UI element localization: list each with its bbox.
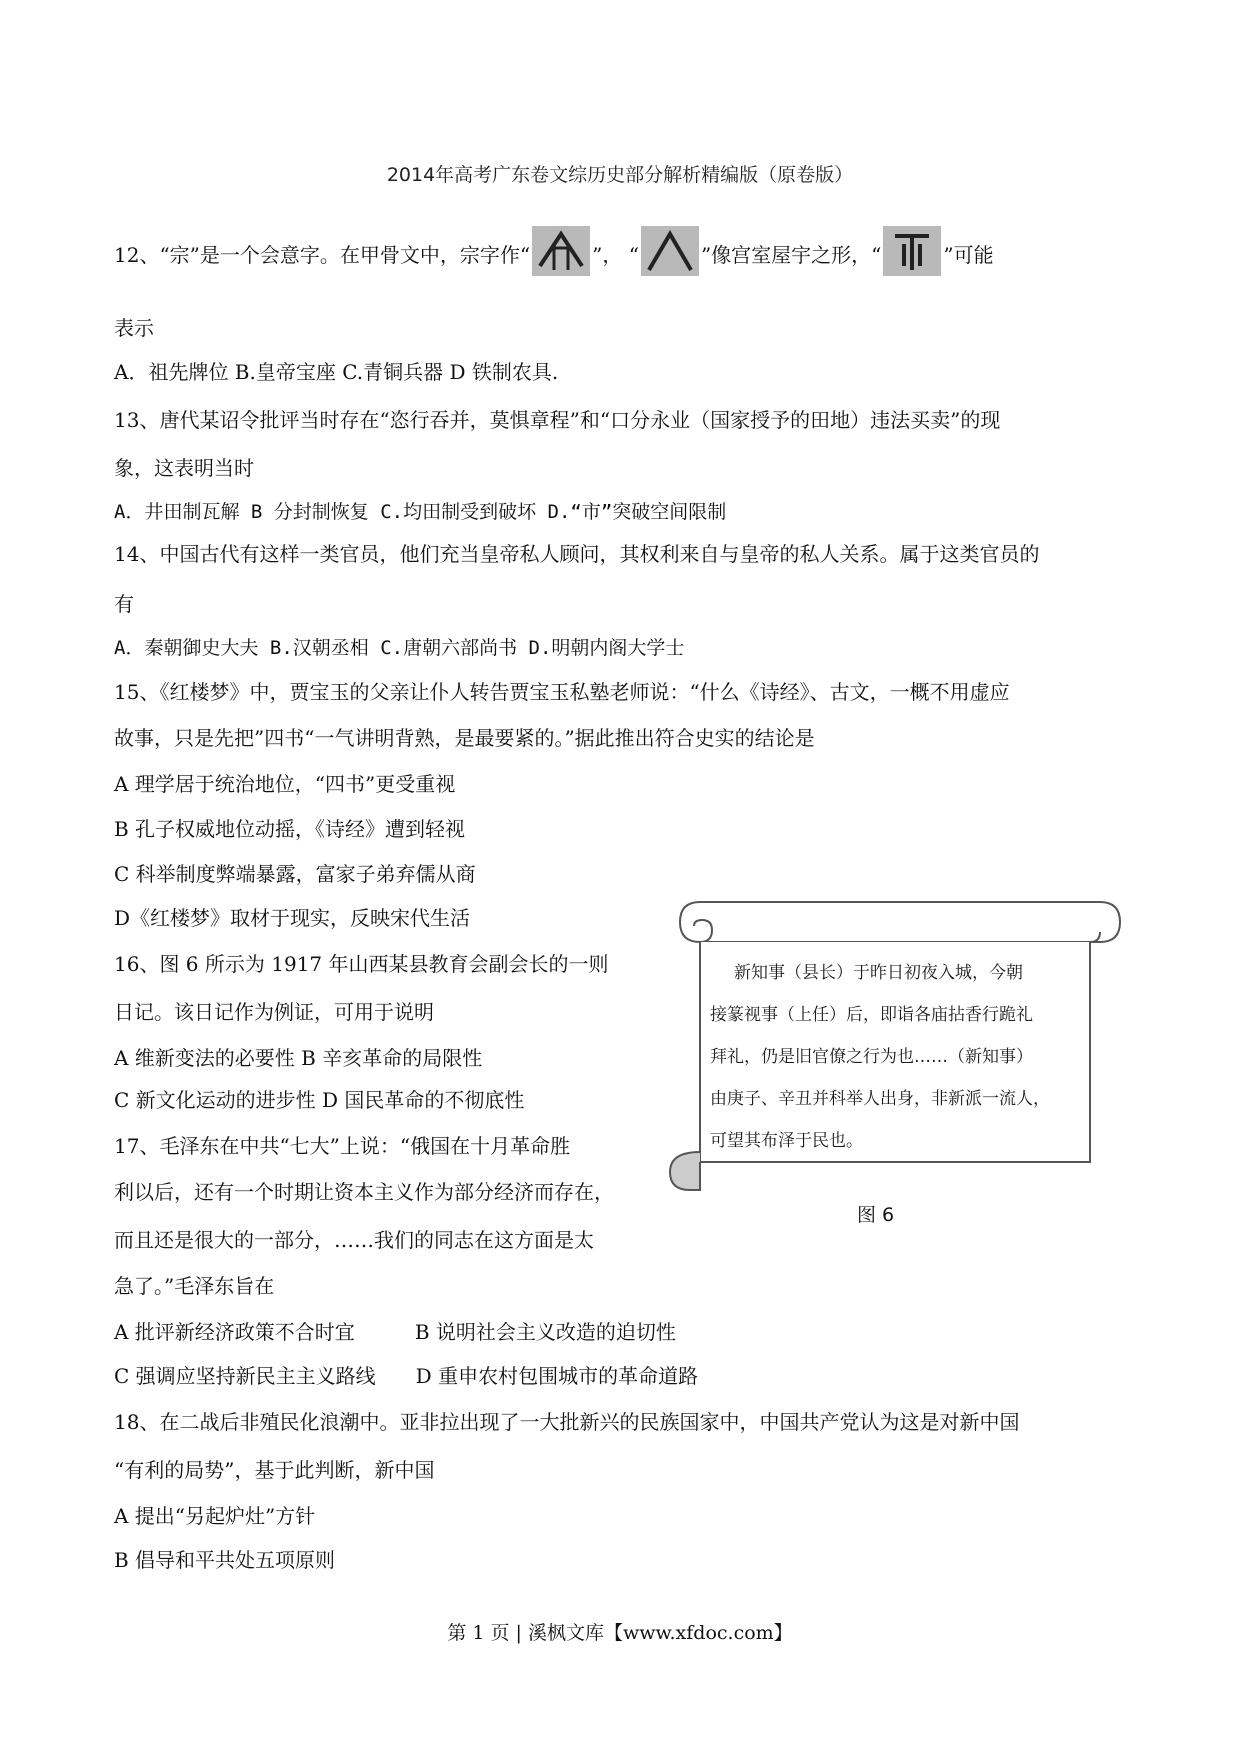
q17-option-c: C 强调应坚持新民主主义路线 xyxy=(114,1364,376,1388)
oracle-roof-glyph-image xyxy=(641,226,699,276)
document-title: 2014年高考广东卷文综历史部分解析精编版（原卷版） xyxy=(386,164,854,186)
q13-stem-line2: 象，这表明当时 xyxy=(114,456,254,480)
q12-stem-line1 xyxy=(114,226,994,276)
q17-stem-line3: 而且还是很大的一部分，……我们的同志在这方面是太 xyxy=(114,1228,594,1252)
q12-text-part4: ”可能 xyxy=(943,243,994,267)
figure6-line: 可望其布泽于民也。 xyxy=(710,1131,863,1151)
q16-options-ab: A 维新变法的必要性 B 辛亥革命的局限性 xyxy=(114,1046,483,1070)
q14-options: A．秦朝御史大夫 B.汉朝丞相 C.唐朝六部尚书 D.明朝内阁大学士 xyxy=(114,637,685,659)
q17-option-b: B 说明社会主义改造的迫切性 xyxy=(414,1320,676,1344)
q12-text-part1: 12、“宗”是一个会意字。在甲骨文中，宗字作“ xyxy=(114,243,531,267)
q17-stem-line2: 利以后，还有一个时期让资本主义作为部分经济而存在， xyxy=(114,1180,614,1204)
q16-options-cd: C 新文化运动的进步性 D 国民革命的不彻底性 xyxy=(114,1088,525,1112)
q17-options-cd xyxy=(114,1362,698,1390)
figure6-line: 由庚子、辛丑并科举人出身，非新派一流人， xyxy=(710,1089,1050,1109)
figure6-scroll xyxy=(660,892,1130,1192)
q15-stem-line2: 故事，只是先把”四书“一气讲明背熟，是最要紧的。”据此推出符合史实的结论是 xyxy=(114,726,815,750)
q17-options-ab xyxy=(114,1318,676,1346)
q14-stem-line1: 14、中国古代有这样一类官员，他们充当皇帝私人顾问，其权利来自与皇帝的私人关系。属于这类官员的 xyxy=(114,542,1040,566)
oracle-altar-glyph-image xyxy=(883,226,941,276)
q13-stem-line1: 13、唐代某诏令批评当时存在“恣行吞并，莫惧章程”和“口分永业（国家授予的田地）违法买卖”的现 xyxy=(114,408,1001,432)
q18-stem-line1: 18、在二战后非殖民化浪潮中。亚非拉出现了一大批新兴的民族国家中，中国共产党认为这是对新中国 xyxy=(114,1410,1020,1434)
q12-stem-line2: 表示 xyxy=(114,316,154,340)
q18-option-b: B 倡导和平共处五项原则 xyxy=(114,1548,336,1572)
figure6-line: 拜礼，仍是旧官僚之行为也……（新知事） xyxy=(710,1047,1033,1067)
q12-text-part3: ”像宫室屋宇之形，“ xyxy=(700,243,882,267)
figure6-label: 图 6 xyxy=(857,1204,895,1226)
q18-option-a: A 提出“另起炉灶”方针 xyxy=(114,1504,316,1528)
q16-stem-line1: 16、图 6 所示为 1917 年山西某县教育会副会长的一则 xyxy=(114,952,609,976)
q15-stem-line1: 15、《红楼梦》中，贾宝玉的父亲让仆人转告贾宝玉私塾老师说：“什么《诗经》、古文，一概不用虚应 xyxy=(114,680,1010,704)
q12-options: A．祖先牌位 B.皇帝宝座 C.青铜兵器 D 铁制农具. xyxy=(114,360,559,384)
oracle-zong-glyph-image xyxy=(532,226,590,276)
q12-text-part2: ”， “ xyxy=(592,243,639,267)
q17-stem-line1: 17、毛泽东在中共“七大”上说：“俄国在十月革命胜 xyxy=(114,1134,571,1158)
figure6-diary-text xyxy=(710,952,1090,1162)
q15-option-c: C 科举制度弊端暴露，富家子弟弃儒从商 xyxy=(114,862,476,886)
q15-option-b: B 孔子权威地位动摇，《诗经》遭到轻视 xyxy=(114,817,466,841)
q18-stem-line2: “有利的局势”，基于此判断，新中国 xyxy=(114,1458,435,1482)
figure6-line: 接篆视事（上任）后，即诣各庙拈香行跪礼 xyxy=(710,1005,1033,1025)
page-footer: 第 1 页 | 溪枫文库【www.xfdoc.com】 xyxy=(447,1622,793,1644)
q13-options: A．井田制瓦解 B 分封制恢复 C.均田制受到破坏 D.“市”突破空间限制 xyxy=(114,501,727,523)
q15-option-a: A 理学居于统治地位，“四书”更受重视 xyxy=(114,772,456,796)
figure6-line: 新知事（县长）于昨日初夜入城，今朝 xyxy=(734,963,1023,983)
q16-stem-line2: 日记。该日记作为例证，可用于说明 xyxy=(114,1000,434,1024)
q17-option-d: D 重申农村包围城市的革命道路 xyxy=(415,1364,699,1388)
q17-stem-line4: 急了。”毛泽东旨在 xyxy=(114,1274,275,1298)
q14-stem-line2: 有 xyxy=(114,592,134,616)
q17-option-a: A 批评新经济政策不合时宜 xyxy=(114,1320,355,1344)
q15-option-d: D《红楼梦》取材于现实，反映宋代生活 xyxy=(114,906,471,930)
